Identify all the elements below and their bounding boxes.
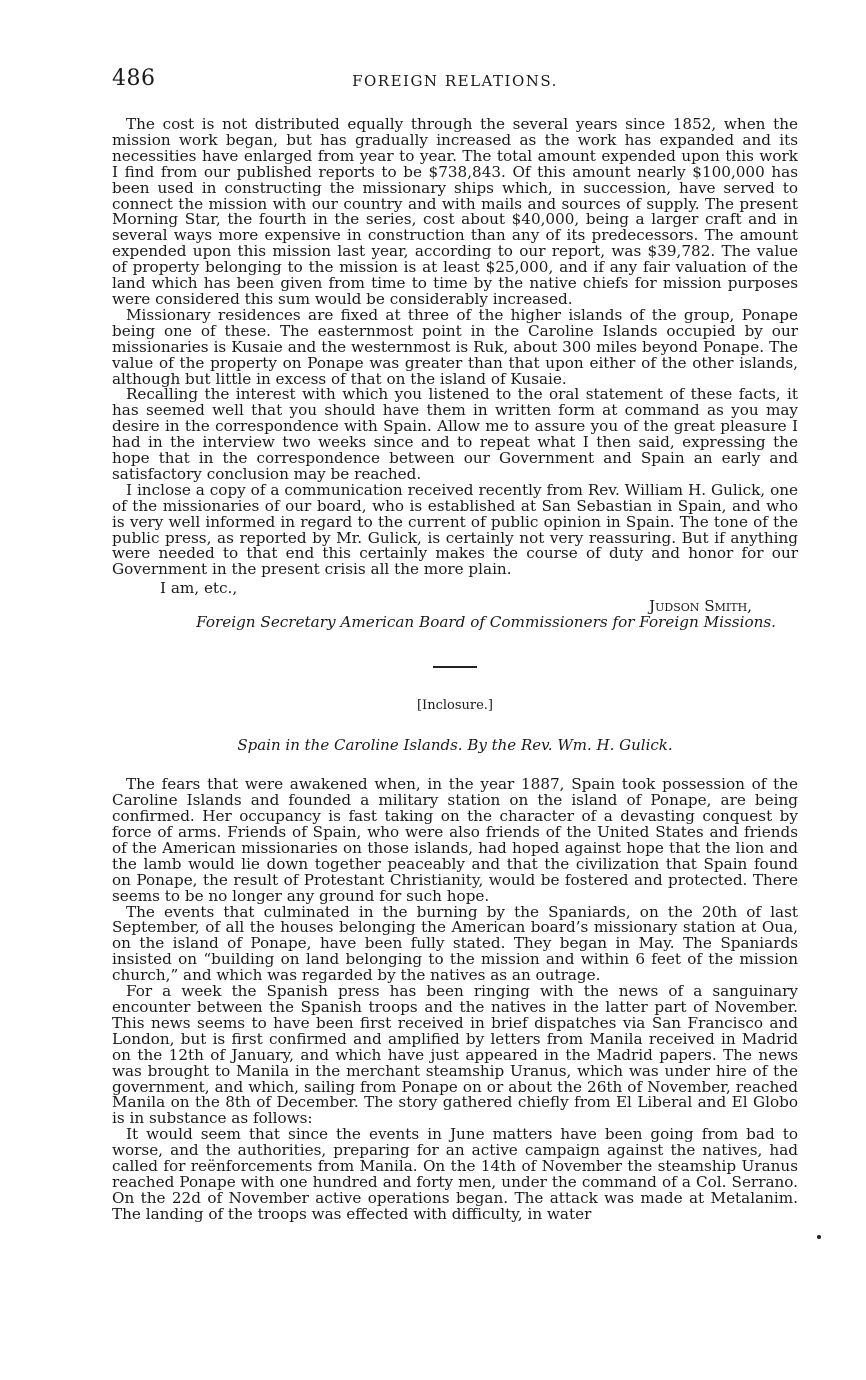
letter-paragraph-3: Recalling the interest with which you listened to the oral statement of these facts, it has seemed well that you should have them in written form at command as you may desire in the correspondence with Spain. Allow me to assure you of the great pleasure I had in the interview two weeks since and to repeat what I then said, expressing the hope that in the correspondence between our Government and Spain an early and satisfactory conclusion may be reached. [112, 385, 798, 483]
enclosure-paragraph-4: It would seem that since the events in June matters have been going from bad to worse, and the authorities, preparing for an active campaign against the natives, had called for reënforcements from Manila. On the 14th of November the steamship Uranus reached Ponape with one hundred and forty men, under the command of a Col. Serrano. On the 22d of November active operations began. The attack was made at Metalanim. The landing of the troops was effected with difficulty, in water [112, 1125, 798, 1223]
enclosure-label: [Inclosure.] [416, 698, 493, 714]
section-divider [433, 666, 477, 668]
enclosure-paragraph-2: The events that culminated in the burning by the Spaniards, on the 20th of last September, of all the houses belonging the American board’s missionary station at Oua, on the island of Ponape, have been fully stated. They began in May. The Spaniards insisted on “building on land belonging to the mission and within 6 feet of the mission church,” and which was regarded by the natives as an outrage. [112, 902, 798, 985]
document-page [112, 60, 798, 1223]
letter-paragraph-1: The cost is not distributed equally through the several years since 1852, when the mission work began, but has gradually increased as the work has expanded and its necessities have enlarged from year to year. The total amount expended upon this work I find from our published reports to be $738,843. Of this amount nearly $100,000 has been used in constructing the missionary ships which, in succession, have served to connect the mission with our country and with mails and sources of supply. The present Morning Star, the fourth in the series, cost about $40,000, being a larger craft and in several ways more expensive in construction than any of its predecessors. The amount expended upon this mission last year, according to our report, was $39,782. The value of property belonging to the mission is at least $25,000, and if any fair valuation of the land which has been given from time to time by the native chiefs for mission purposes were considered this sum would be considerably increased. [112, 115, 798, 308]
page-number: 486 [112, 66, 156, 91]
page-header [112, 60, 798, 96]
running-title: FOREIGN RELATIONS. [352, 72, 558, 90]
enclosure-paragraph-3: For a week the Spanish press has been ringing with the news of a sanguinary encounter between the Spanish troops and the natives in the latter part of November. This news seems to have been first received in brief dispatches via San Francisco and London, but is first confirmed and amplified by letters from Manila received in Madrid on the 12th of January, and which have just appeared in the Madrid papers. The news was brought to Manila in the merchant steamship Uranus, which was under hire of the government, and which, sailing from Ponape on or about the 26th of November, reached Manila on the 8th of December. The story gathered chiefly from El Liberal and El Globo is in substance as follows: [112, 982, 798, 1128]
margin-mark [817, 1235, 821, 1239]
letter-paragraph-2: Missionary residences are fixed at three of the higher islands of the group, Ponape being one of these. The easternmost point in the Caroline Islands occupied by our missionaries is Kusaie and the westernmost is Ruk, about 300 miles beyond Ponape. The value of the property on Ponape was greater than that upon either of the other islands, although but little in excess of that on the island of Kusaie. [112, 305, 798, 388]
signature-name: Judson Smith, [649, 597, 752, 616]
letter-closing: I am, etc., [160, 579, 238, 598]
letter-paragraph-4: I inclose a copy of a communication received recently from Rev. William H. Gulick, one of the missionaries of our board, who is established at San Sebastian in Spain, and who is very well informed in regard to the current of public opinion in Spain. The tone of the public press, as reported by Mr. Gulick, is certainly not very reassuring. But if anything were needed to that end this certainly makes the course of duty and honor for our Government in the present crisis all the more plain. [112, 480, 798, 579]
enclosure-title: Spain in the Caroline Islands. By the Rev. Wm. H. Gulick. [237, 736, 673, 755]
signature-title: Foreign Secretary American Board of Commissioners for Foreign Missions. [196, 613, 776, 632]
enclosure-paragraph-1: The fears that were awakened when, in the year 1887, Spain took possession of the Caroline Islands and founded a military station on the island of Ponape, are being confirmed. Her occupancy is fast taking on the character of a devasting conquest by force of arms. Friends of Spain, who were also friends of the United States and friends of the American missionaries on those islands, had hoped against hope that the lion and the lamb would lie down together peaceably and that the civilization that Spain found on Ponape, the result of Protestant Christianity, would be fostered and protected. There seems to be no longer any ground for such hope. [112, 775, 798, 905]
